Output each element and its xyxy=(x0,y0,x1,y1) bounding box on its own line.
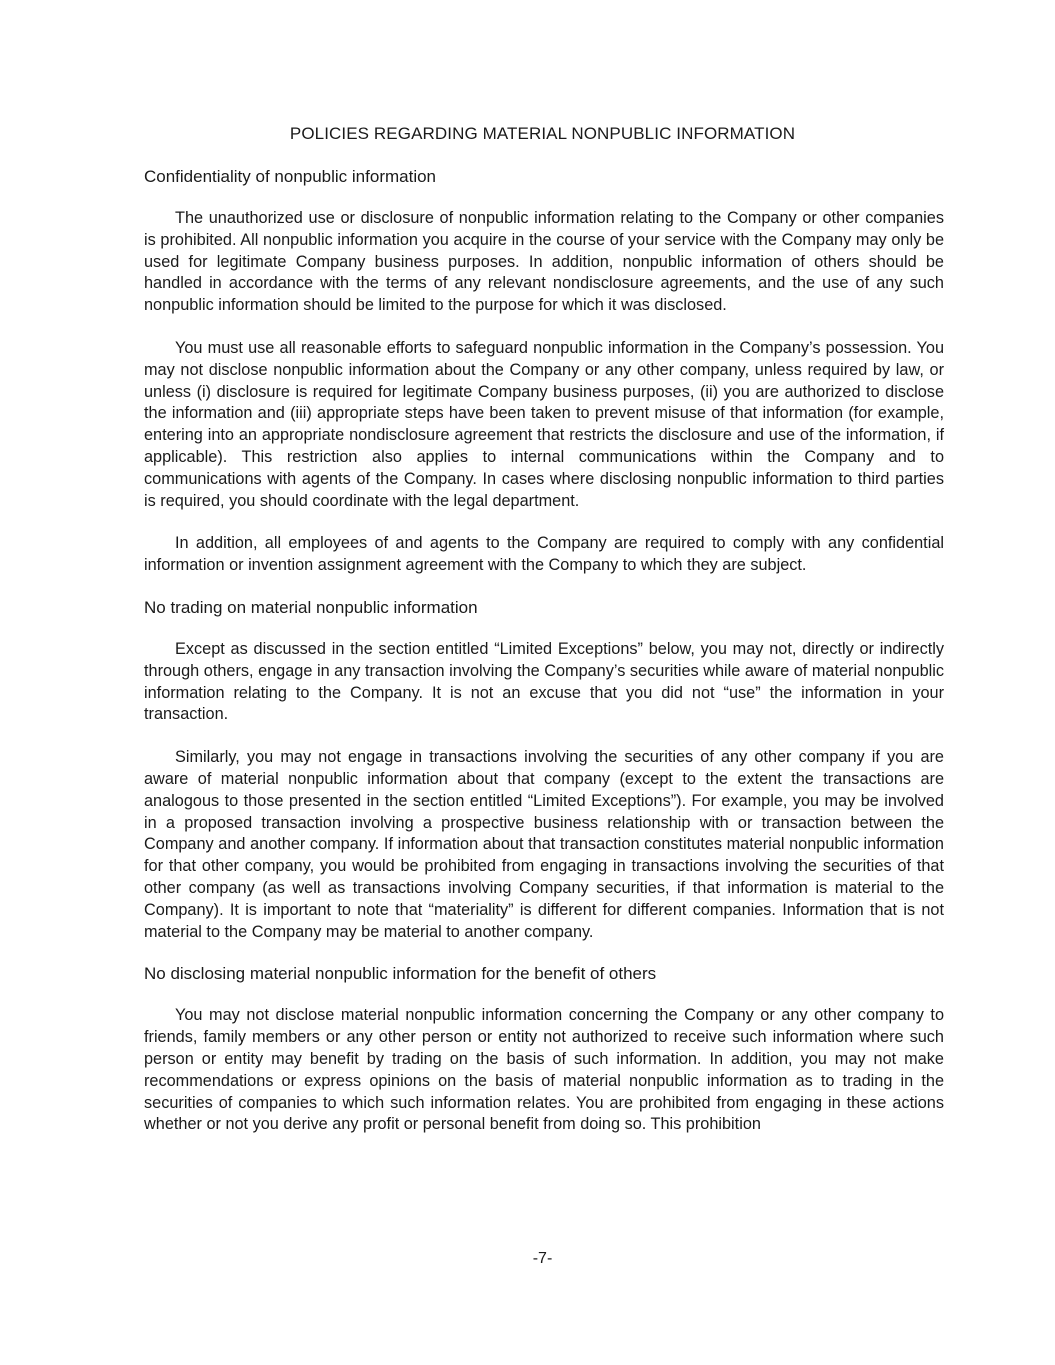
section-heading-confidentiality: Confidentiality of nonpublic information xyxy=(144,167,437,186)
paragraph: Similarly, you may not engage in transactions involving the securities of any other company if you are aware of material nonpublic information about that company (except to the extent the transactions are analogous to those presented in the section entitled “Limited Exceptions”). For example, you may be involved in a proposed transaction involving a prospective business relationship with or transaction between the Company and another company. If information about that transaction constitutes material nonpublic information for that other company, you would be prohibited from engaging in transactions involving the securities of that other company (as well as transactions involving Company securities, if that information is material to the Company). It is important to note that “materiality” is different for different companies. Information that is not material to the Company may be material to another company. xyxy=(144,748,944,941)
paragraph: The unauthorized use or disclosure of nonpublic information relating to the Company or other companies is prohibited. All nonpublic information you acquire in the course of your service with the Company may only be used for legitimate Company business purposes. In addition, nonpublic information of others should be handled in accordance with the terms of any relevant nondisclosure agreements, and the use of any such nonpublic information should be limited to the purpose for which it was disclosed. xyxy=(144,209,944,315)
section-heading-no-trading: No trading on material nonpublic information xyxy=(144,597,478,617)
section-heading-no-disclosing: No disclosing material nonpublic information for the benefit of others xyxy=(144,964,657,984)
page-number: -7- xyxy=(532,1250,553,1267)
paragraph: You must use all reasonable efforts to safeguard nonpublic information in the Company’s possession. You may not disclose nonpublic information about the Company or any other company, unless required by law, or unless (i) disclosure is required for legitimate Company business purposes, (ii) you are authorized to disclose the information and (iii) appropriate steps have been taken to prevent misuse of that information (for example, entering into an appropriate nondisclosure agreement that restricts the disclosure and use of the information, if applicable). This restriction also applies to internal communications within the Company and to communications with agents of the Company. In cases where disclosing nonpublic information to third parties is required, you should coordinate with the legal department. xyxy=(144,338,944,510)
paragraph: Except as discussed in the section entitled “Limited Exceptions” below, you may not, directly or indirectly through others, engage in any transaction involving the Company’s securities while aware of material nonpublic information relating to the Company. It is not an excuse that you did not “use” the information in your transaction. xyxy=(144,639,944,724)
page-title: POLICIES REGARDING MATERIAL NONPUBLIC INFORMATION xyxy=(289,124,796,143)
paragraph: You may not disclose material nonpublic information concerning the Company or any other company to friends, family members or any other person or entity not authorized to receive such information where such person or entity may benefit by trading on the basis of such information. In addition, you may not make recommendations or express opinions on the basis of material nonpublic information as to trading in the securities of companies to which such information relates. You are prohibited from engaging in these actions whether or not you derive any profit or personal benefit from doing so. This prohibition xyxy=(144,1006,944,1134)
document-body xyxy=(144,166,944,1136)
paragraph: In addition, all employees of and agents to the Company are required to comply with any confidential information or invention assignment agreement with the Company to which they are subject. xyxy=(144,534,944,575)
